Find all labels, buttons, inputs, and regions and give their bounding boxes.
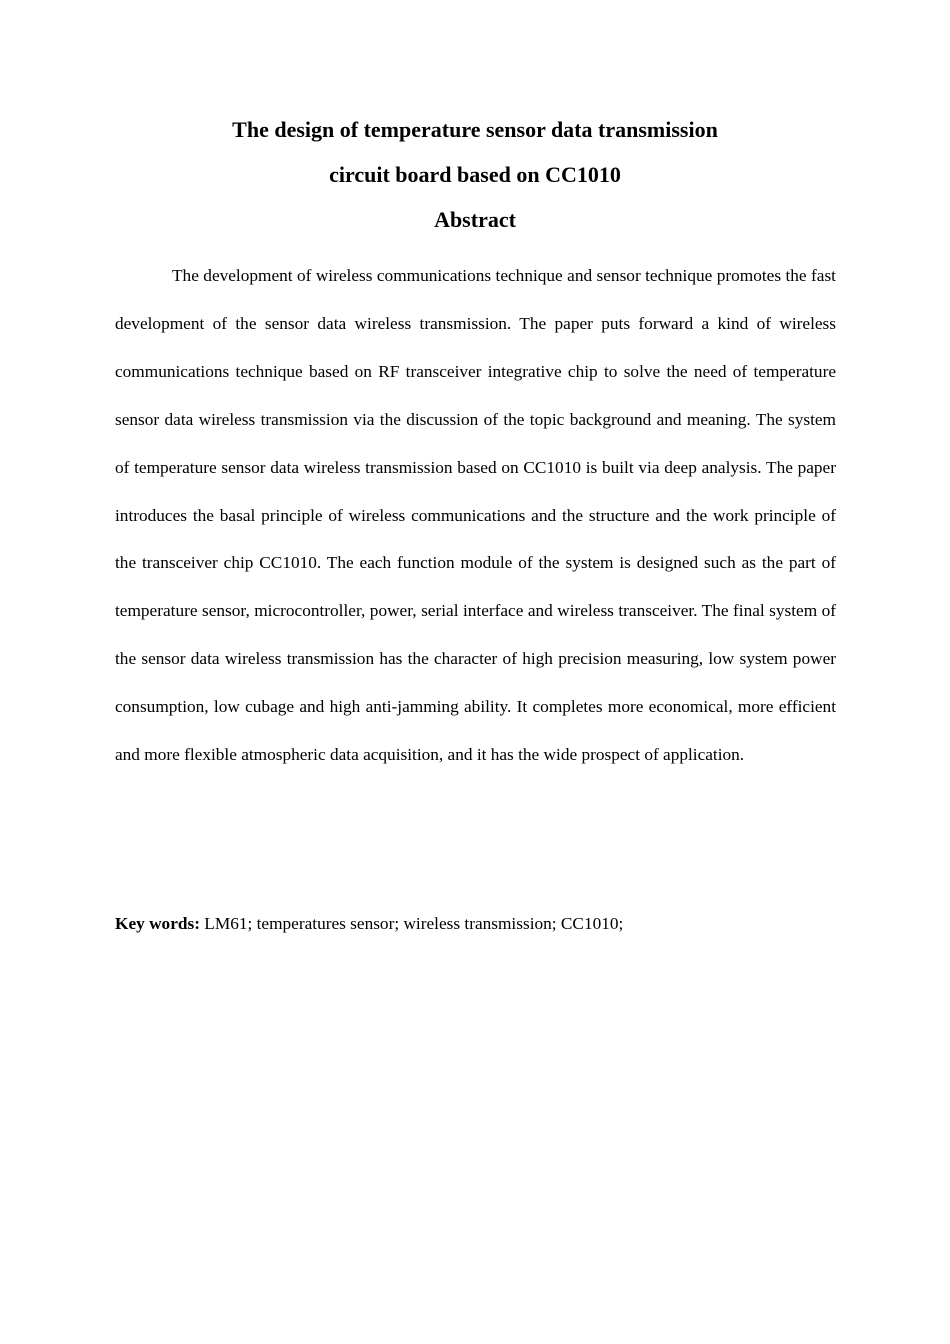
keywords-line — [115, 911, 836, 937]
keywords-label: Key words: — [115, 914, 200, 933]
paper-title-line-2: circuit board based on CC1010 — [329, 162, 621, 187]
paper-title-line-1: The design of temperature sensor data transmission — [232, 117, 718, 142]
keywords-text: LM61; temperatures sensor; wireless transmission; CC1010; — [199, 914, 624, 933]
abstract-heading: Abstract — [434, 207, 516, 232]
abstract-paragraph: The development of wireless communications technique and sensor technique promotes the fast development of the sensor data wireless transmission. The paper puts forward a kind of wireless communications technique based on RF transceiver integrative chip to solve the need of temperature sensor data wireless transmission via the discussion of the topic background and meaning. The system of temperature sensor data wireless transmission based on CC1010 is built via deep analysis. The paper introduces the basal principle of wireless communications and the structure and the work principle of the transceiver chip CC1010. The each function module of the system is designed such as the part of temperature sensor, microcontroller, power, serial interface and wireless transceiver. The final system of the sensor data wireless transmission has the character of high precision measuring, low system power consumption, low cubage and high anti-jamming ability. It completes more economical, more efficient and more flexible atmospheric data acquisition, and it has the wide prospect of application. — [115, 266, 836, 765]
